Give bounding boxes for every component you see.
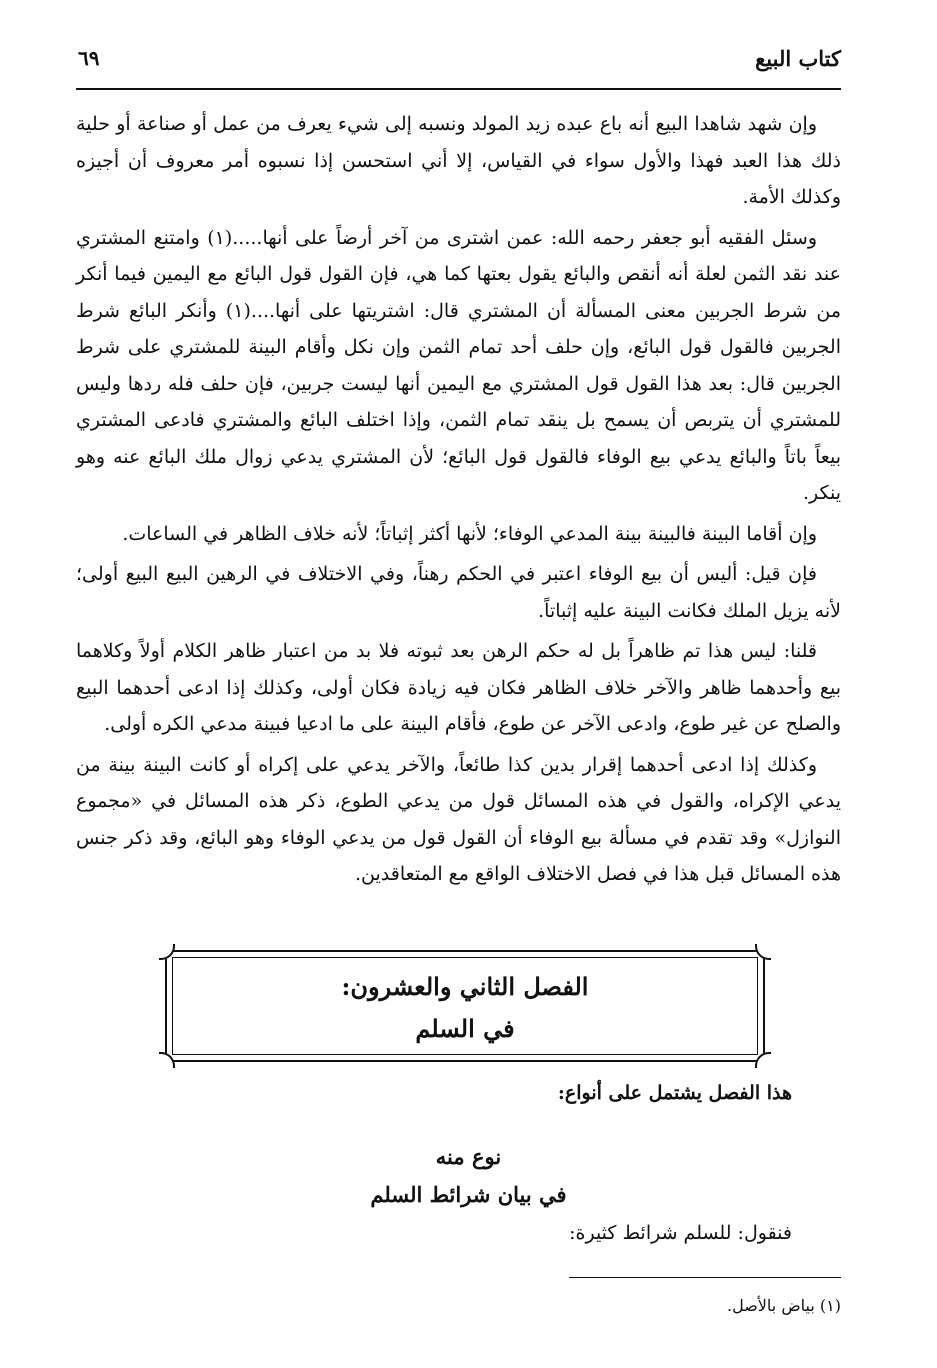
- frame-corner-ornament: [159, 944, 175, 960]
- section-heading: [0, 1138, 937, 1214]
- chapter-title-frame: [165, 950, 765, 1062]
- chapter-subtitle-line: في السلم: [415, 1014, 515, 1043]
- chapter-title: [167, 966, 763, 1050]
- frame-corner-ornament: [755, 944, 771, 960]
- section-text: فنقول: للسلم شرائط كثيرة:: [569, 1222, 792, 1244]
- paragraph: وسئل الفقيه أبو جعفر رحمه الله: عمن اشترى من آخر أرضاً على أنها.....(١) وامتنع المشتري عند نقد الثمن لعلة أنه أنقص والبائع يقول بعتها كما هي، فإن القول قول البائع مع اليمين فيما أنكر من شرط الجربين معنى المسألة أن المشتري قال: اشتريتها على أنها....(١) وأنكر البائع شرط الجربين فالقول قول البائع، وإن حلف أحد تمام الثمن وإن نكل وأقام البينة للمشتري على شرط الجربين قال: بعد هذا القول قول المشتري مع اليمين أنها ليست جربين، فإن حلف فله ردها وليس للمشتري أن يتربص أن يسمح بل ينقد تمام الثمن، وإذا اختلف البائع والمشتري فادعى المشتري بيعاً باتاً والبائع يدعي بيع الوفاء فالقول قول البائع؛ لأن المشتري يدعي زوال ملك البائع عنه وهو ينكر.: [76, 226, 841, 504]
- frame-corner-ornament: [755, 1052, 771, 1068]
- paragraph: وإن شهد شاهدا البيع أنه باع عبده زيد المولد ونسبه إلى شيء يعرف من عمل أو صناعة أو حلية ذلك هذا العبد فهذا والأول سواء في القياس، إلا أني استحسن إذا نسبوه أمر معروف أن أجيزه وكذلك الأمة.: [76, 113, 841, 208]
- paragraph: وكذلك إذا ادعى أحدهما إقرار بدين كذا طائعاً، والآخر يدعي على إكراه أو كانت البينة بينة من يدعي الإكراه، والقول في هذه المسائل قول من يدعي الطوع، ذكر هذه المسائل في «مجموع النوازل» وقد تقدم في مسألة بيع الوفاء أن القول قول من يدعي الوفاء وهو البائع، وقد ذكر جنس هذه المسائل قبل هذا في فصل الاختلاف الواقع مع المتعاقدين.: [76, 753, 841, 885]
- section-heading-line: في بيان شرائط السلم: [370, 1182, 567, 1207]
- paragraph: قلنا: ليس هذا تم ظاهراً بل له حكم الرهن بعد ثبوته فلا بد من اعتبار ظاهر الكلام أولاً وكلاهما بيع وأحدهما ظاهر والآخر خلاف الظاهر فكان فيه زيادة فكان أولى، وكذلك إذا ادعى أحدهما البيع والصلح عن غير طوع، وادعى الآخر عن طوع، فأقام البينة على ما ادعيا فبينة مدعي الكره أولى.: [76, 640, 841, 735]
- paragraph: فإن قيل: أليس أن بيع الوفاء اعتبر في الحكم رهناً، وفي الاختلاف في الرهين البيع البيع أولى؛ لأنه يزيل الملك فكانت البينة عليه إثباتاً.: [76, 563, 841, 622]
- running-title: كتاب البيع: [755, 46, 841, 71]
- body-text: [76, 106, 841, 897]
- chapter-intro: هذا الفصل يشتمل على أنواع:: [557, 1082, 792, 1104]
- page-number: ٦٩: [78, 46, 100, 70]
- paragraph: وإن أقاما البينة فالبينة بينة المدعي الوفاء؛ لأنها أكثر إثباتاً؛ لأنه خلاف الظاهر في الساعات.: [122, 522, 817, 545]
- page-header: [76, 40, 841, 90]
- section-heading-line: نوع منه: [435, 1144, 502, 1169]
- frame-corner-ornament: [159, 1052, 175, 1068]
- footnote-divider: [569, 1277, 841, 1278]
- chapter-title-line: الفصل الثاني والعشرون:: [341, 972, 589, 1001]
- footnote: (١) بياض بالأصل.: [727, 1296, 841, 1315]
